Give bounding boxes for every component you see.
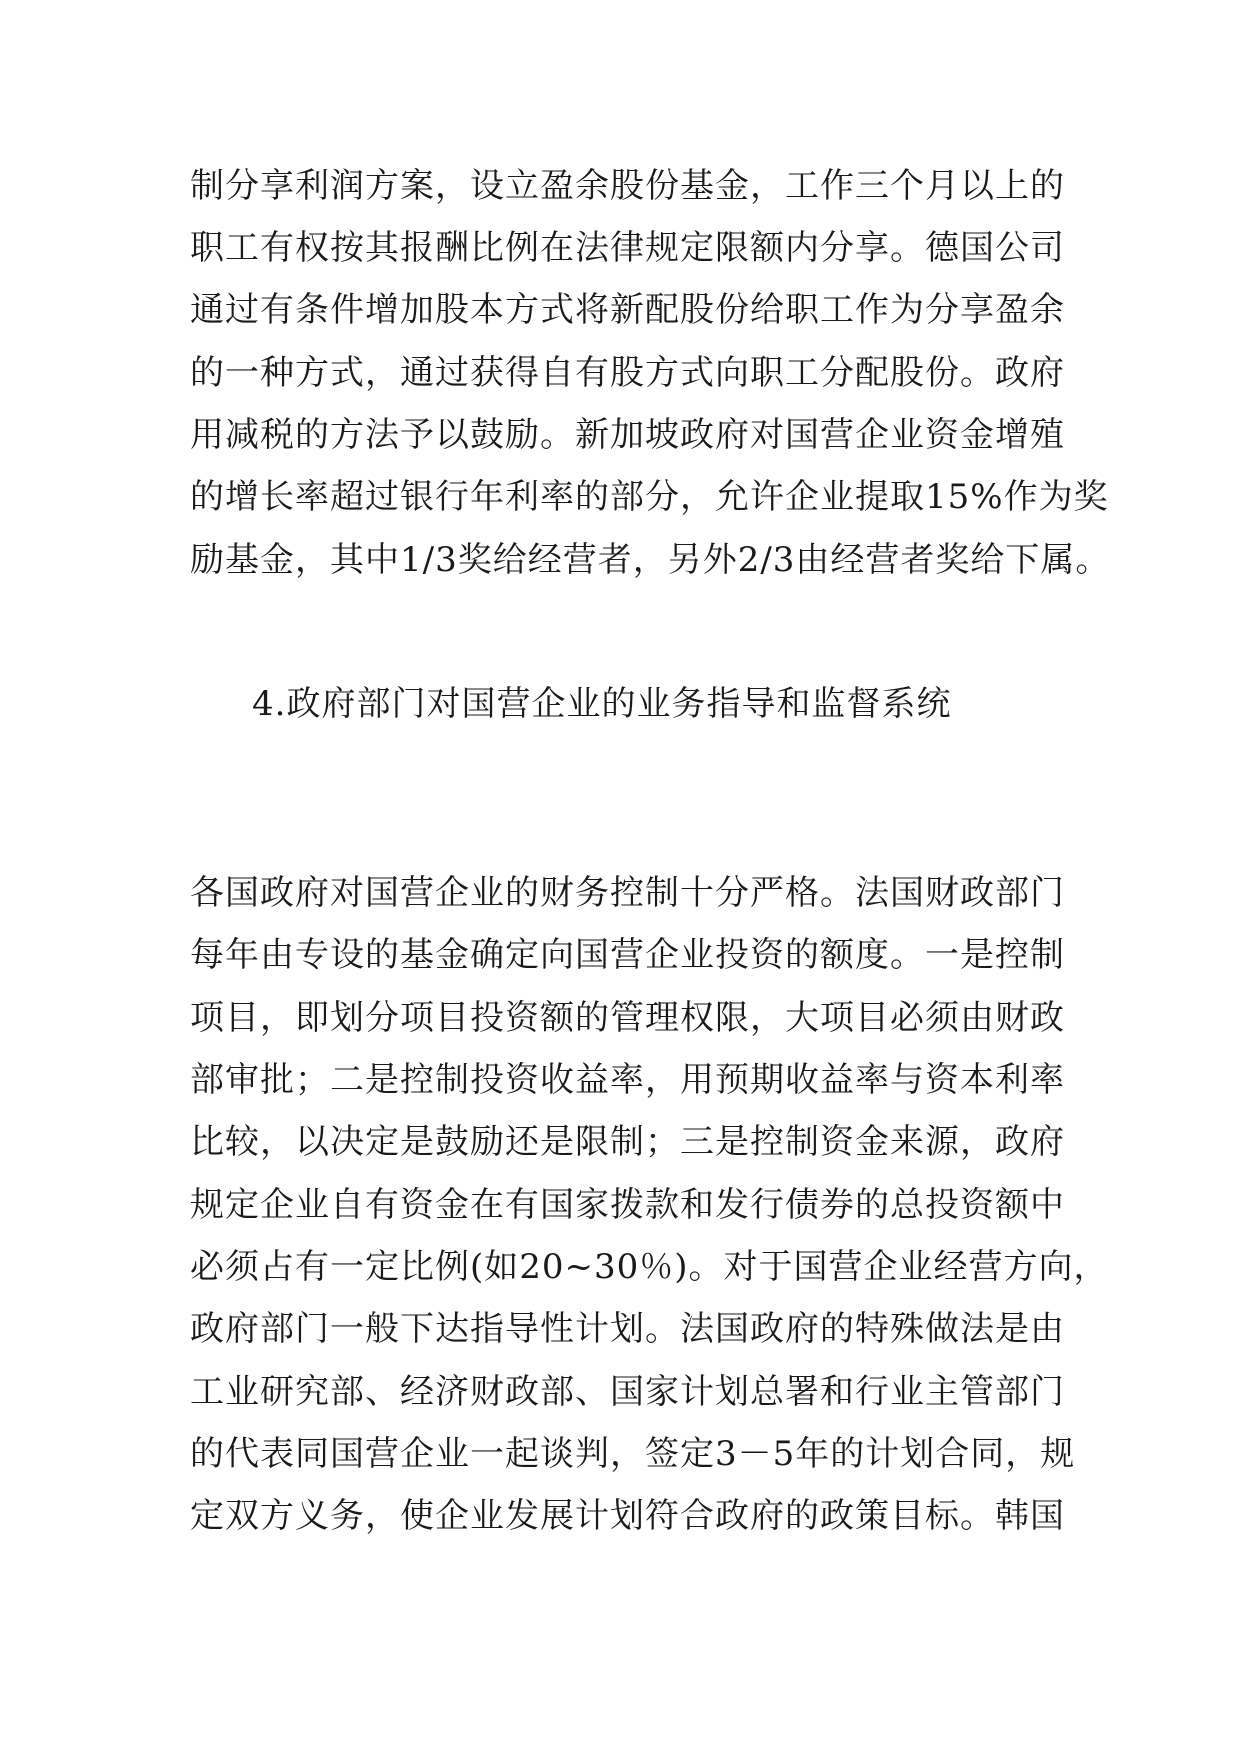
paragraph2-line-11: 定双方义务，使企业发展计划符合政府的政策目标。韩国 (190, 1496, 1065, 1536)
paragraph2-line-4: 部审批；二是控制投资收益率，用预期收益率与资本利率 (190, 1060, 1065, 1100)
paragraph2-line-10: 的代表同国营企业一起谈判，签定3－5年的计划合同，规 (190, 1434, 1076, 1474)
paragraph2-line-9: 工业研究部、经济财政部、国家计划总署和行业主管部门 (190, 1372, 1065, 1412)
paragraph2-line-3: 项目，即划分项目投资额的管理权限，大项目必须由财政 (190, 998, 1065, 1038)
paragraph2-line-5: 比较，以决定是鼓励还是限制；三是控制资金来源，政府 (190, 1122, 1065, 1162)
paragraph1-line-6: 的增长率超过银行年利率的部分，允许企业提取15%作为奖 (190, 477, 1109, 517)
paragraph1-line-2: 职工有权按其报酬比例在法律规定限额内分享。德国公司 (190, 228, 1065, 268)
paragraph2-line-7: 必须占有一定比例(如20~30％)。对于国营企业经营方向， (190, 1247, 1109, 1287)
paragraph2-line-8: 政府部门一般下达指导性计划。法国政府的特殊做法是由 (190, 1309, 1065, 1349)
paragraph1-line-1: 制分享利润方案，设立盈余股份基金，工作三个月以上的 (190, 166, 1065, 206)
paragraph1-line-5: 用减税的方法予以鼓励。新加坡政府对国营企业资金增殖 (190, 415, 1065, 455)
paragraph2-line-2: 每年由专设的基金确定向国营企业投资的额度。一是控制 (190, 935, 1065, 975)
paragraph2-line-1: 各国政府对国营企业的财务控制十分严格。法国财政部门 (190, 873, 1065, 913)
paragraph1-line-7: 励基金，其中1/3奖给经营者，另外2/3由经营者奖给下属。 (190, 540, 1111, 580)
section-heading: 4.政府部门对国营企业的业务指导和监督系统 (252, 684, 952, 724)
paragraph1-line-3: 通过有条件增加股本方式将新配股份给职工作为分享盈余 (190, 290, 1065, 330)
paragraph2-line-6: 规定企业自有资金在有国家拨款和发行债券的总投资额中 (190, 1185, 1065, 1225)
paragraph1-line-4: 的一种方式，通过获得自有股方式向职工分配股份。政府 (190, 353, 1065, 393)
